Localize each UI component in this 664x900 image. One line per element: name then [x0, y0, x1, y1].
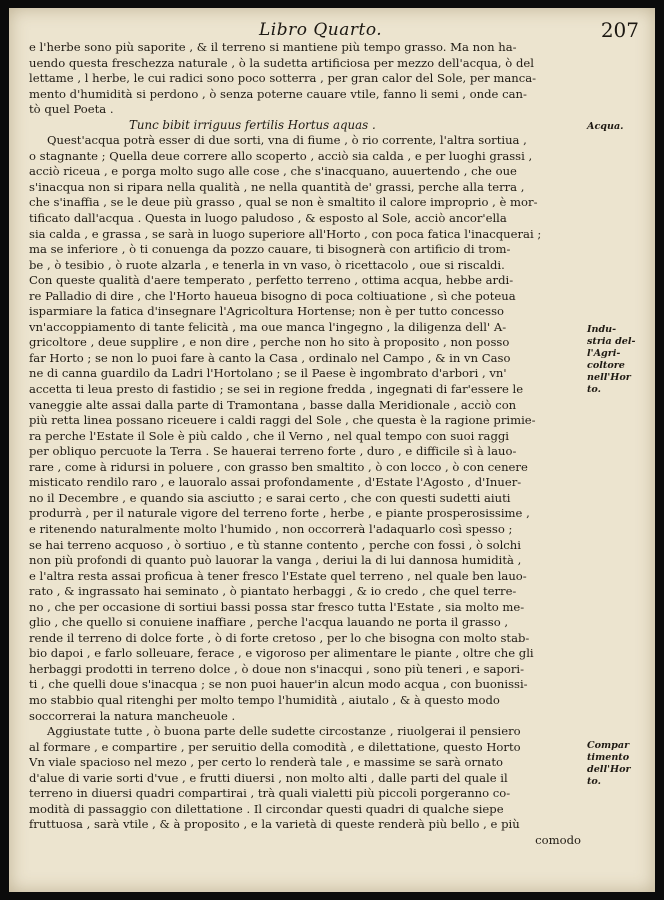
verse-quote: Tunc bibit irriguus fertilis Hortus aquas .: [129, 117, 376, 132]
margin-note-line: Indu-: [587, 324, 617, 335]
text-line: al formare , e compartire , per seruitio della comodità , e dilettatione, questo Horto: [29, 739, 521, 754]
text-line: ti , che quelli doue s'inacqua ; se non puoi hauer'in alcun modo acqua , con buonissi-: [29, 677, 528, 692]
text-line: ne di canna guardilo da Ladri l'Hortolano ; se il Paese è ingombrato d'arbori , vn': [29, 366, 507, 381]
text-line: produrrà , per il naturale vigore del terreno forte , herbe , e piante prosperosissime ,: [29, 506, 530, 521]
text-line: d'alue di varie sorti d'vue , e frutti diuersi , non molto alti , dalle parti del quale il: [29, 770, 508, 785]
text-line: far Horto ; se non lo puoi fare à canto la Casa , ordinalo nel Campo , & in vn Caso: [29, 350, 511, 365]
text-line: sia calda , e grassa , se sarà in luogo superiore all'Horto , con poca fatica l'inacquerai ;: [29, 226, 542, 241]
text-line: lettame , l herbe, le cui radici sono poco sotterra , per gran calor del Sole, per manca-: [29, 71, 537, 86]
text-line: più retta linea possano riceuere i caldi raggi del Sole , che questa è la ragione primie-: [29, 413, 536, 428]
text-line: che s'inaffia , se le deue più grasso , qual se non è smaltito il calore improprio , è mor-: [29, 195, 538, 210]
margin-note-line: stria del-: [587, 336, 636, 347]
margin-note-line: timento: [587, 752, 630, 763]
text-line: non più profondi di quanto può lauorar la vanga , deriui la di lui dannosa humidità ,: [29, 553, 522, 568]
text-line: Vn viale spacioso nel mezo , per certo lo renderà tale , e massime se sarà ornato: [29, 755, 503, 770]
paragraph-3: [29, 724, 581, 833]
margin-note-industria: [587, 324, 651, 396]
text-line: tò quel Poeta .: [29, 102, 114, 117]
margin-note-line: nell'Hor: [587, 372, 631, 383]
text-line: e ritenendo naturalmente molto l'humido , non occorrerà l'adaquarlo così spesso ;: [29, 521, 513, 536]
margin-note-line: Compar: [587, 740, 630, 751]
text-line: rato , & ingrassato hai seminato , ò piantato herbaggi , & io credo , che quel terre-: [29, 584, 517, 599]
text-line: rende il terreno di dolce forte , ò di forte cretoso , per lo che bisogna con molto stab-: [29, 630, 530, 645]
text-line: tificato dall'acqua . Questa in luogo paludoso , & esposto al Sole, acciò ancor'ella: [29, 211, 507, 226]
text-line: no , che per occasione di sortiui bassi possa star fresco tutta l'Estate , sia molto me-: [29, 599, 525, 614]
page-number: 207: [600, 18, 639, 42]
text-line: accetta ti leua presto di fastidio ; se sei in regione fredda , ingegnati di far'essere le: [29, 382, 524, 397]
text-line: s'inacqua non si ripara nella qualità , ne nella quantità de' grassi, perche alla terra ,: [29, 179, 525, 194]
text-line: fruttuosa , sarà vtile , & à proposito , e la varietà di queste renderà più bello , e più: [29, 817, 520, 832]
text-line: be , ò tesibio , ò ruote alzarla , e tenerla in vn vaso, ò ricettacolo , oue si riscaldi.: [29, 257, 505, 272]
margin-note-line: dell'Hor: [587, 764, 631, 775]
text-line: modità di passaggio con dilettatione . Il circondar questi quadri di qualche siepe: [29, 801, 504, 816]
text-line: acciò riceua , e porga molto sugo alle cose , che s'inacquano, auuertendo , che oue: [29, 164, 517, 179]
margin-note-line: coltore: [587, 360, 625, 371]
text-line: se hai terreno acquoso , ò sortiuo , e tù stanne contento , perche con fossi , ò solchi: [29, 537, 521, 552]
text-line: soccorrerai la natura mancheuole .: [29, 708, 236, 723]
text-line: terreno in diuersi quadri compartirai , trà quali vialetti più piccoli porgeranno co-: [29, 786, 511, 801]
margin-note-line: l'Agri-: [587, 348, 621, 359]
text-line: misticato rendilo raro , e lauoralo assai profondamente , d'Estate l'Agosto , d'Inuer-: [29, 475, 522, 490]
catchword: comodo: [535, 832, 581, 847]
text-line: re Palladio di dire , che l'Horto haueua bisogno di poca coltiuatione , sì che poteua: [29, 288, 516, 303]
text-line: per obliquo percuote la Terra . Se hauerai terreno forte , duro , e difficile sì à lauo-: [29, 444, 517, 459]
body-text: [29, 40, 581, 848]
margin-note-acqua: [587, 121, 651, 133]
text-line: bio dapoi , e farlo solleuare, ferace , e vigoroso per alimentare le piante , oltre che gli: [29, 646, 534, 661]
text-line: rare , come à ridursi in poluere , con grasso ben smaltito , ò con locco , ò con cenere: [29, 459, 528, 474]
margin-note-compartimento: [587, 740, 651, 788]
text-line: Quest'acqua potrà esser di due sorti, vna di fiume , ò rio corrente, l'altra sortiua ,: [47, 133, 527, 148]
text-line: e l'herbe sono più saporite , & il terreno si mantiene più tempo grasso. Ma non ha-: [29, 40, 517, 54]
text-line: gricoltore , deue supplire , e non dire , perche non ho sito à proposito , non posso: [29, 335, 510, 350]
margin-note-line: Acqua.: [587, 121, 624, 132]
text-line: vn'accoppiamento di tante felicità , ma oue manca l'ingegno , la diligenza dell' A-: [29, 319, 507, 334]
paragraph-2: [29, 133, 581, 724]
margin-note-line: to.: [587, 776, 602, 787]
text-line: vaneggie alte assai dalla parte di Tramontana , basse dalla Meridionale , acciò con: [29, 397, 517, 412]
text-line: Con queste qualità d'aere temperato , perfetto terreno , ottima acqua, hebbe ardi-: [29, 273, 514, 288]
text-line: isparmiare la fatica d'insegnare l'Agricoltura Hortense; non è per tutto concesso: [29, 304, 505, 319]
text-line: ra perche l'Estate il Sole è più caldo , che il Verno , nel qual tempo con suoi raggi: [29, 428, 509, 443]
paragraph-1: [29, 40, 581, 118]
text-line: mento d'humidità si perdono , ò senza poterne cauare vtile, fanno li semi , onde can-: [29, 86, 527, 101]
running-title: Libro Quarto.: [259, 20, 383, 40]
text-line: no il Decembre , e quando sia asciutto ; e sarai certo , che con questi sudetti aiuti: [29, 490, 511, 505]
text-line: herbaggi prodotti in terreno dolce , ò doue non s'inacqui , sono più teneri , e sapori-: [29, 661, 524, 676]
text-line: e l'altra resta assai proficua à tener fresco l'Estate quel terreno , nel quale ben lauo-: [29, 568, 527, 583]
text-line: glio , che quello si conuiene inaffiare , perche l'acqua lauando ne porta il grasso ,: [29, 615, 509, 630]
text-line: o stagnante ; Quella deue correre allo scoperto , acciò sia calda , e per luoghi grassi ,: [29, 148, 533, 163]
text-line: Aggiustate tutte , ò buona parte delle sudette circostanze , riuolgerai il pensiero: [47, 724, 521, 739]
text-line: mo stabbio qual ritenghi per molto tempo l'humidità , aiutalo , & à questo modo: [29, 692, 500, 707]
book-page: [9, 8, 655, 892]
text-line: uendo questa freschezza naturale , ò la sudetta artificiosa per mezzo dell'acqua, ò del: [29, 55, 534, 70]
text-line: ma se inferiore , ò ti conuenga da pozzo cauare, ti bisognerà con artificio di trom-: [29, 242, 511, 257]
margin-note-line: to.: [587, 384, 602, 395]
